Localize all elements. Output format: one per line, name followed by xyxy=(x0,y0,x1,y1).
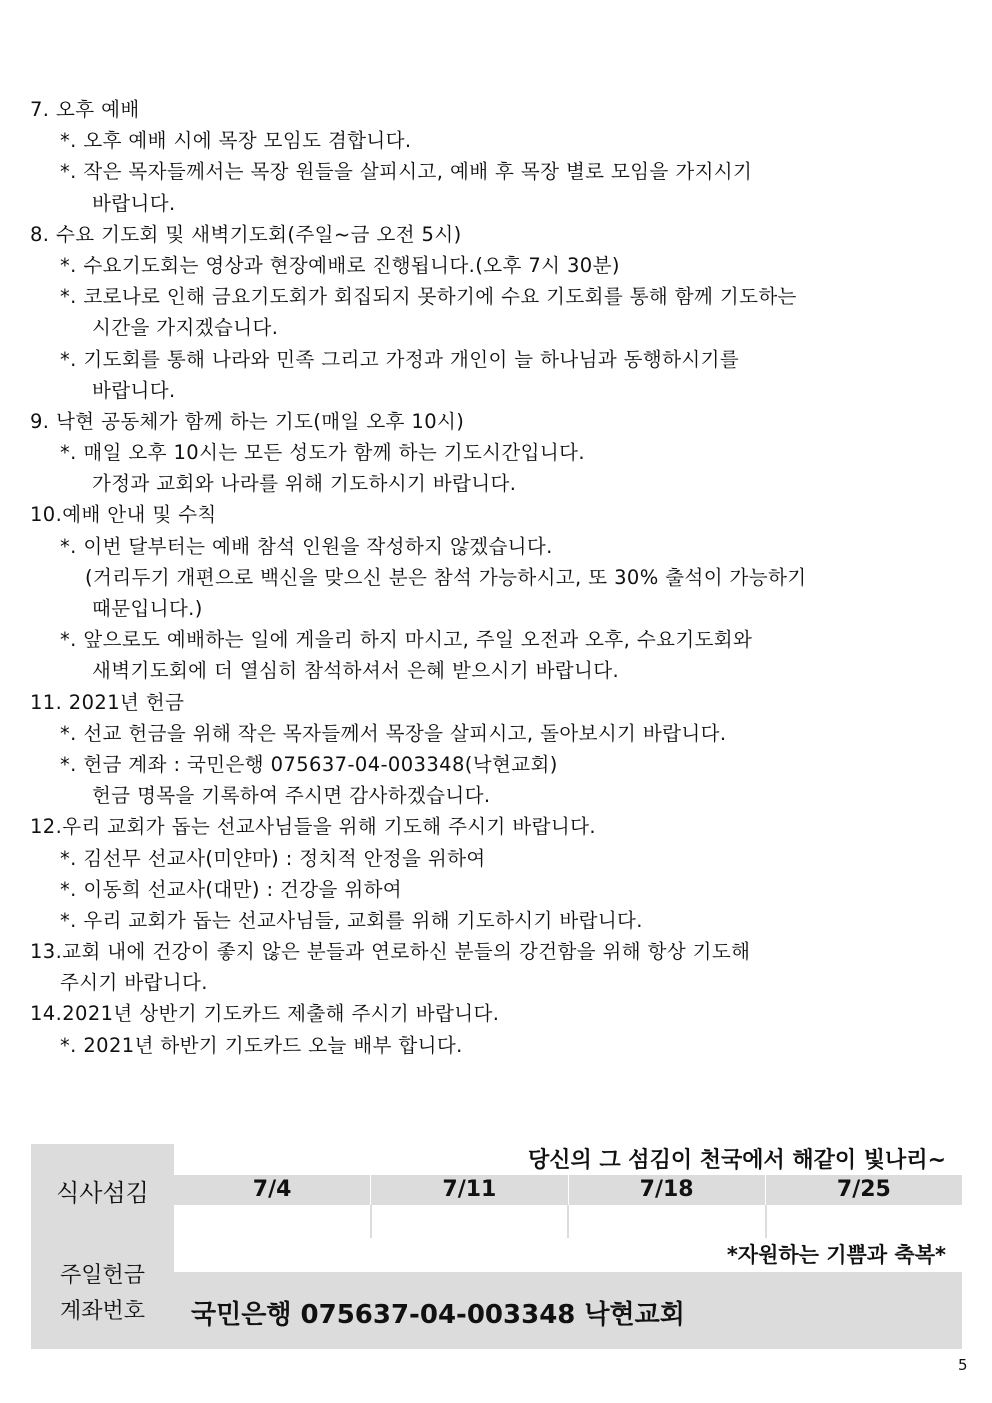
date-cell: 7/11 xyxy=(370,1175,567,1205)
announcement-line: *. 헌금 계좌 : 국민은행 075637-04-003348(낙현교회) xyxy=(60,752,558,776)
section-heading: 14.2021년 상반기 기도카드 제출해 주시기 바랍니다. xyxy=(30,1002,500,1026)
announcement-line: 새벽기도회에 더 열심히 참석하셔서 은혜 받으시기 바랍니다. xyxy=(92,659,620,683)
announcement-line: 가정과 교회와 나라를 위해 기도하시기 바랍니다. xyxy=(92,472,517,496)
section-heading: 13.교회 내에 건강이 좋지 않은 분들과 연로하신 분들의 강건함을 위해 항상 기도해 xyxy=(30,940,751,964)
meal-service-row xyxy=(174,1205,962,1238)
section-heading: 12.우리 교회가 돕는 선교사님들을 위해 기도해 주시기 바랍니다. xyxy=(30,815,596,839)
empty-cell xyxy=(569,1205,765,1238)
date-cell: 7/18 xyxy=(568,1175,765,1205)
section-heading: 10.예배 안내 및 수칙 xyxy=(30,503,217,527)
page-number: 5 xyxy=(958,1356,968,1374)
announcement-line: *. 오후 예배 시에 목장 모임도 겸합니다. xyxy=(60,129,412,153)
announcement-line: *. 매일 오후 10시는 모든 성도가 함께 하는 기도시간입니다. xyxy=(60,441,585,465)
account-number-label: 계좌번호 xyxy=(59,1299,145,1324)
date-header-row xyxy=(174,1175,962,1205)
announcement-list xyxy=(30,94,970,1061)
section-heading: 7. 오후 예배 xyxy=(30,98,140,121)
slogan: 당신의 그 섬김이 천국에서 해같이 빛나리~ xyxy=(174,1144,962,1175)
announcement-line: *. 앞으로도 예배하는 일에 게을리 하지 마시고, 주일 오전과 오후, 수요기도회와 xyxy=(60,628,753,652)
section-heading: 9. 낙현 공동체가 함께 하는 기도(매일 오후 10시) xyxy=(30,409,465,433)
announcement-line: 바랍니다. xyxy=(92,191,176,215)
empty-cell xyxy=(372,1205,568,1238)
announcement-line: *. 수요기도회는 영상과 현장예배로 진행됩니다.(오후 7시 30분) xyxy=(60,253,620,277)
empty-cell xyxy=(174,1205,370,1238)
announcement-line: 헌금 명목을 기록하여 주시면 감사하겠습니다. xyxy=(92,784,491,808)
section-heading: 11. 2021년 헌금 xyxy=(30,690,185,714)
announcement-line: *. 기도회를 통해 나라와 민족 그리고 가정과 개인이 늘 하나님과 동행하시기를 xyxy=(60,347,740,371)
announcement-line: (거리두기 개편으로 백신을 맞으신 분은 참석 가능하시고, 또 30% 출석이 가능하기 xyxy=(85,565,807,589)
service-info-box xyxy=(31,1144,962,1349)
section-heading: 8. 수요 기도회 및 새벽기도회(주일~금 오전 5시) xyxy=(30,222,462,246)
bank-account: 국민은행 075637-04-003348 낙현교회 xyxy=(191,1300,685,1330)
announcement-line: *. 코로나로 인해 금요기도회가 회집되지 못하기에 수요 기도회를 통해 함께 기도하는 xyxy=(60,285,797,309)
announcement-line: 주시기 바랍니다. xyxy=(60,971,208,995)
date-cell: 7/25 xyxy=(765,1175,962,1205)
announcement-line: *. 이번 달부터는 예배 참석 인원을 작성하지 않겠습니다. xyxy=(60,534,553,558)
announcement-line: 시간을 가지겠습니다. xyxy=(92,316,279,340)
offering-note: *자원하는 기쁨과 축복* xyxy=(174,1238,962,1272)
announcement-line: 바랍니다. xyxy=(92,378,176,402)
announcement-line: *. 이동희 선교사(대만) : 건강을 위하여 xyxy=(60,877,403,901)
date-cell: 7/4 xyxy=(252,1177,292,1202)
announcement-line: *. 선교 헌금을 위해 작은 목자들께서 목장을 살피시고, 돌아보시기 바랍니다. xyxy=(60,721,727,745)
announcement-line: 때문입니다.) xyxy=(92,597,203,620)
empty-cell xyxy=(767,1205,963,1238)
announcement-line: *. 작은 목자들께서는 목장 원들을 살피시고, 예배 후 목장 별로 모임을 가지시기 xyxy=(60,160,753,184)
sunday-offering-label: 주일헌금 xyxy=(59,1263,145,1288)
announcement-line: *. 2021년 하반기 기도카드 오늘 배부 합니다. xyxy=(60,1033,463,1057)
announcement-line: *. 우리 교회가 돕는 선교사님들, 교회를 위해 기도하시기 바랍니다. xyxy=(60,908,643,932)
announcement-line: *. 김선무 선교사(미얀마) : 정치적 안정을 위하여 xyxy=(60,846,486,870)
meal-service-label: 식사섬김 xyxy=(56,1178,149,1207)
